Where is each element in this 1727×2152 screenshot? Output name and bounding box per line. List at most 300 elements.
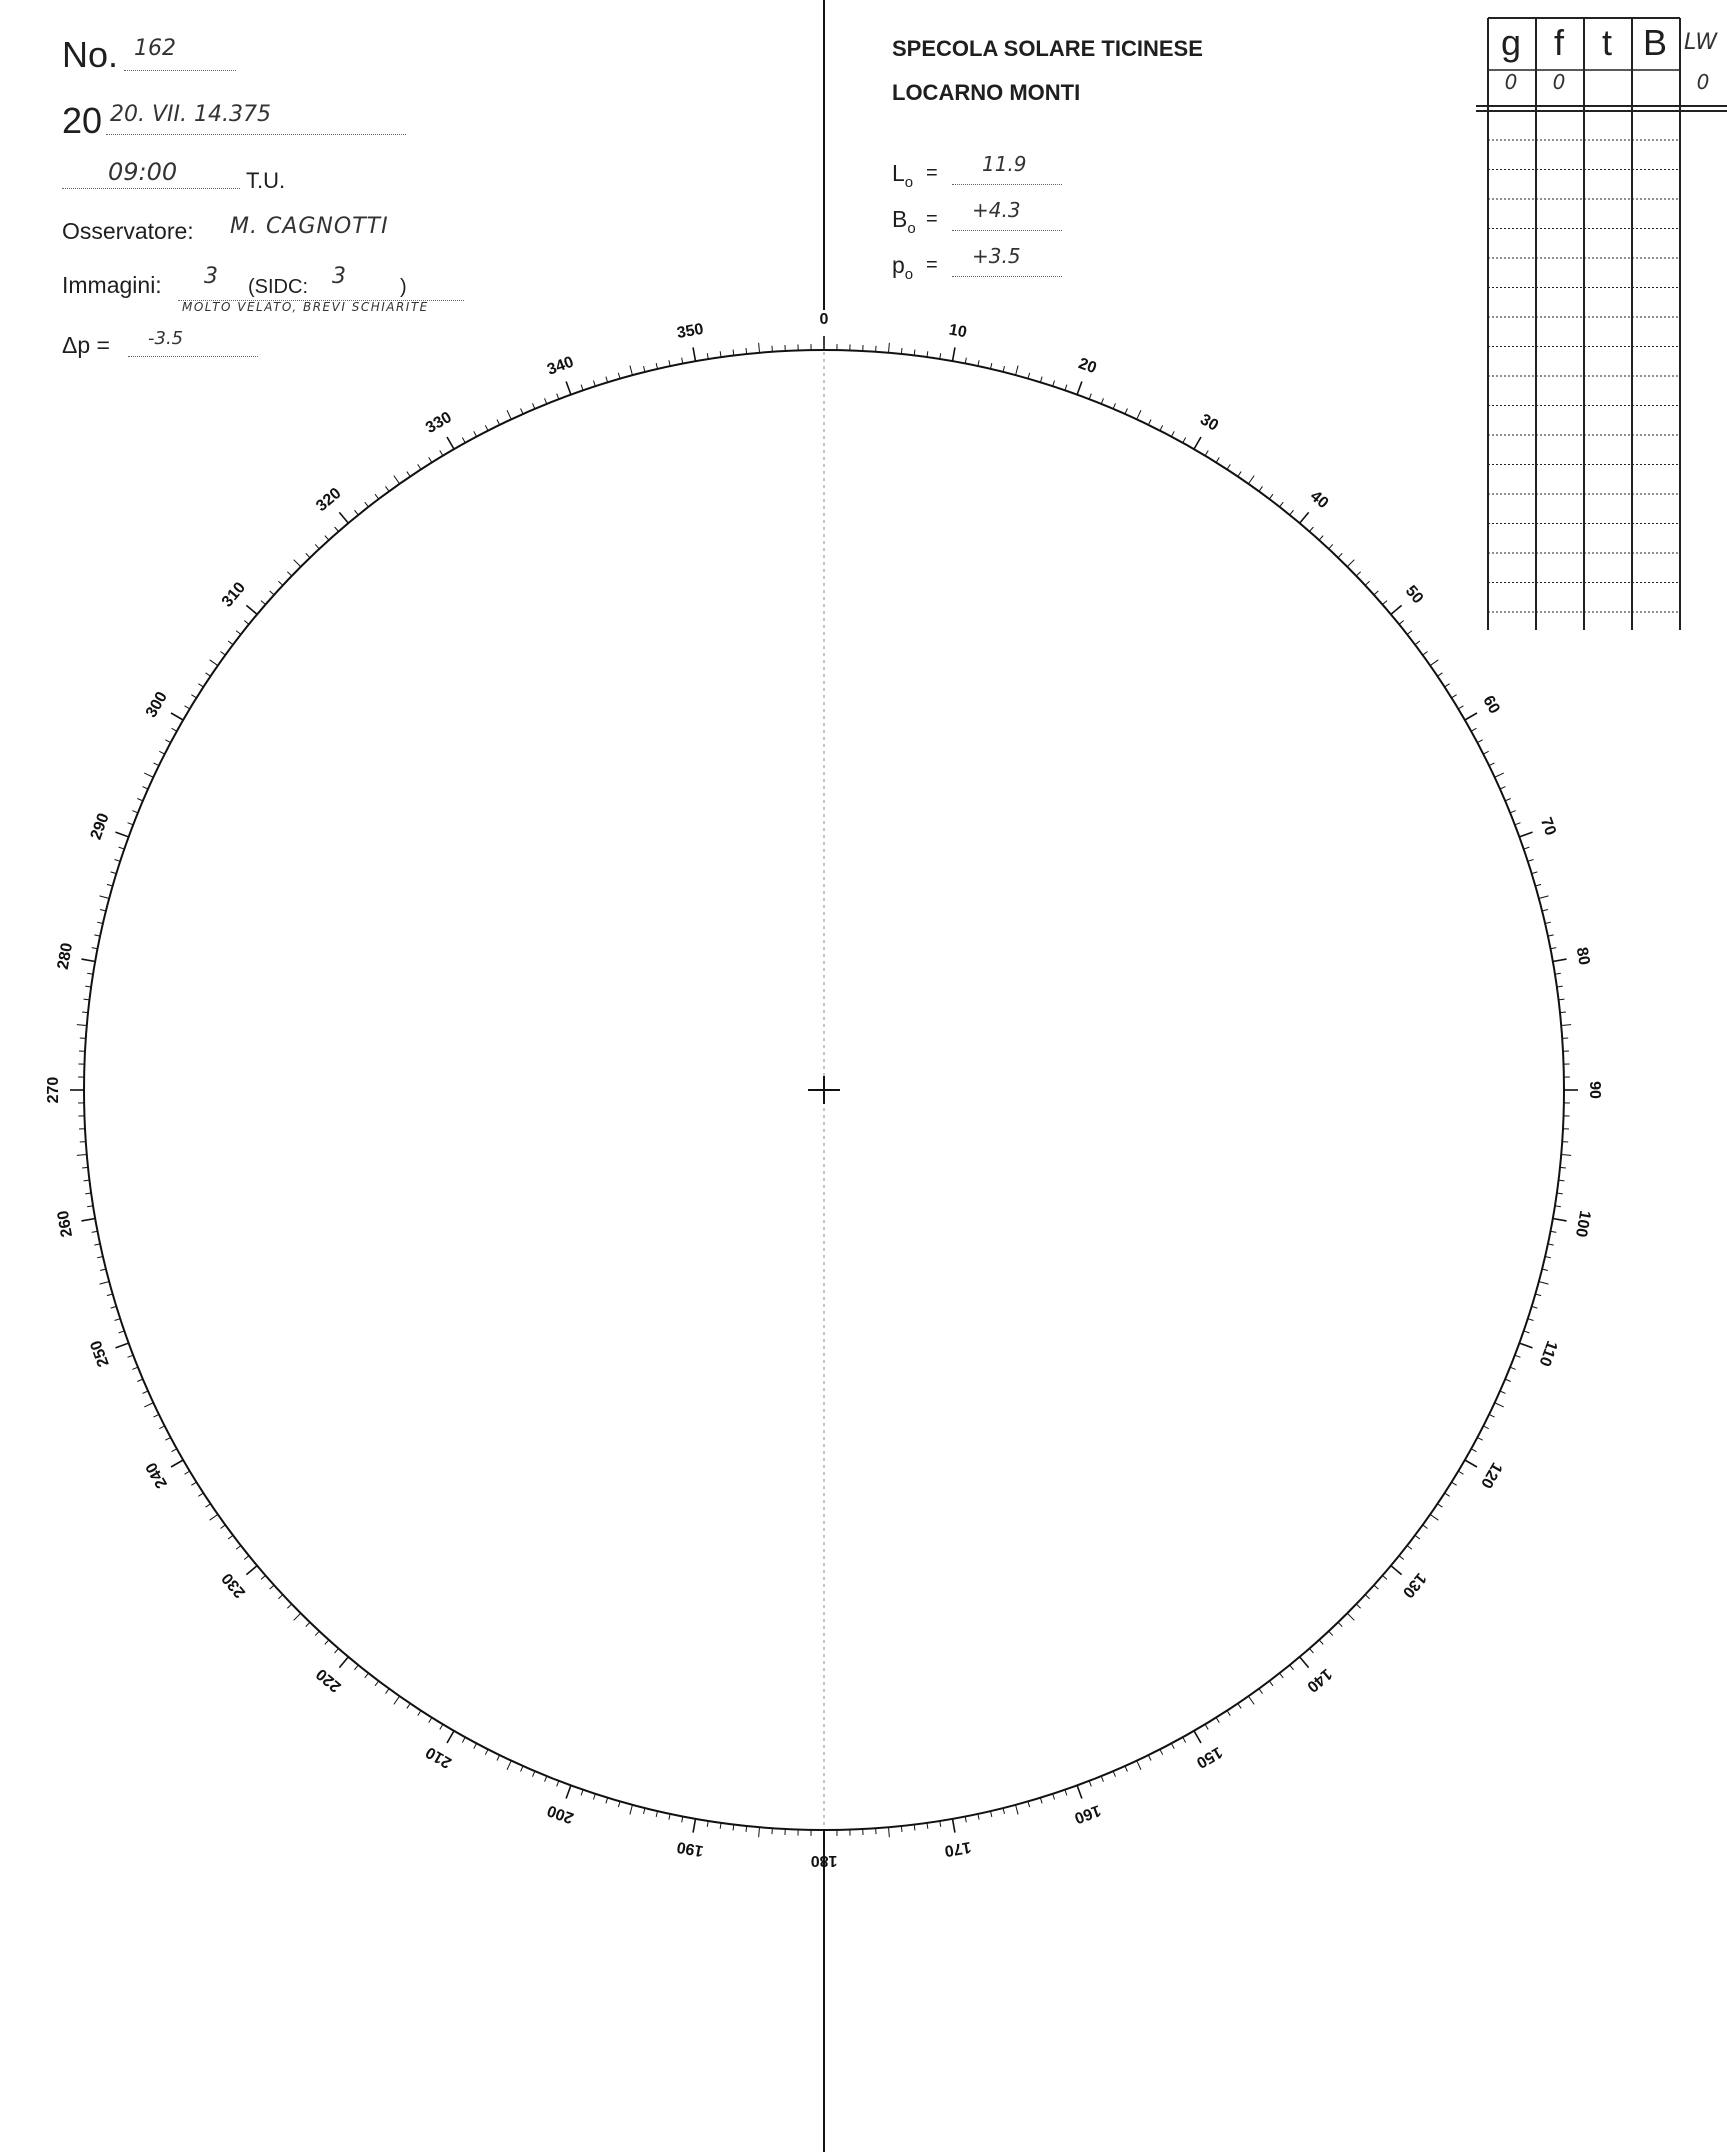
- dial-tick: [418, 464, 421, 469]
- dial-tick: [545, 1776, 547, 1782]
- dial-tick: [394, 1696, 400, 1704]
- dial-tick: [287, 572, 291, 576]
- dial-tick: [335, 1648, 339, 1653]
- dial-label: 310: [218, 579, 250, 611]
- dial-tick: [1528, 859, 1534, 861]
- dial-tick: [228, 641, 233, 645]
- dial-tick: [339, 1657, 348, 1668]
- dial-tick: [1430, 660, 1438, 666]
- dial-tick: [1259, 486, 1263, 491]
- dial-tick: [115, 1319, 121, 1321]
- dial-tick: [940, 353, 941, 359]
- dial-tick: [1542, 910, 1548, 911]
- dial-tick: [707, 1821, 708, 1827]
- dial-tick: [1003, 1808, 1004, 1814]
- dial-tick: [137, 1379, 143, 1381]
- dial-tick: [111, 1306, 117, 1308]
- dial-tick: [1183, 1737, 1186, 1742]
- dial-tick: [1535, 884, 1541, 886]
- dial-tick: [1382, 601, 1387, 605]
- delta-p-label: Δp =: [62, 332, 110, 358]
- dial-tick: [1550, 1231, 1556, 1232]
- report-number-value: 162: [134, 36, 176, 61]
- dial-tick: [1437, 673, 1442, 676]
- dial-tick: [407, 1703, 410, 1708]
- dial-tick: [1561, 1155, 1571, 1156]
- dial-tick: [97, 1256, 103, 1257]
- dial-tick: [111, 872, 117, 874]
- dial-tick: [1309, 1648, 1313, 1653]
- dial-tick: [294, 1613, 301, 1620]
- dial-tick: [418, 1711, 421, 1716]
- dial-tick: [1003, 366, 1004, 372]
- dial-tick: [92, 948, 98, 949]
- dial-tick: [1519, 1343, 1532, 1348]
- dial-tick: [1545, 922, 1551, 923]
- dial-tick: [132, 811, 138, 813]
- dial-tick: [246, 605, 257, 614]
- dial-tick: [1137, 1761, 1141, 1770]
- col-header-b: B: [1642, 22, 1667, 63]
- dial-tick: [440, 1724, 443, 1729]
- dial-label: 10: [947, 321, 968, 342]
- dial-tick: [1391, 605, 1402, 614]
- dial-tick: [77, 1155, 87, 1156]
- dial-tick: [521, 409, 523, 414]
- dial-tick: [693, 1819, 695, 1833]
- dial-tick: [1539, 896, 1549, 899]
- dial-label: 270: [45, 1076, 63, 1104]
- dial-tick: [1471, 1449, 1476, 1452]
- dial-tick: [210, 660, 218, 666]
- dial-tick: [144, 773, 153, 777]
- dial-tick: [306, 553, 310, 557]
- dial-tick: [244, 1556, 249, 1560]
- dial-tick: [1374, 1585, 1378, 1589]
- dial-tick: [287, 1604, 291, 1608]
- dial-tick: [507, 410, 511, 419]
- dial-tick: [165, 1437, 170, 1440]
- dial-tick: [294, 560, 301, 567]
- bo-label: B: [892, 206, 908, 232]
- dial-label: 110: [1535, 1338, 1561, 1369]
- dial-tick: [1553, 959, 1567, 961]
- dial-tick: [77, 1025, 87, 1026]
- dial-tick: [315, 544, 319, 548]
- dial-tick: [1248, 1696, 1254, 1704]
- dial-tick: [261, 601, 266, 605]
- dial-tick: [115, 1343, 128, 1348]
- dial-tick: [92, 1231, 98, 1232]
- dial-tick: [1148, 420, 1151, 425]
- dial-tick: [1489, 1414, 1494, 1417]
- dial-tick: [1329, 1631, 1333, 1635]
- dial-tick: [630, 1805, 633, 1815]
- lo-subscript: o: [904, 174, 914, 191]
- dial-tick: [440, 451, 443, 456]
- sidc-label: (SIDC:: [248, 276, 308, 298]
- dial-tick: [606, 1798, 608, 1804]
- dial-tick: [365, 1673, 369, 1678]
- dial-tick: [1489, 763, 1494, 766]
- dial-tick: [1028, 373, 1030, 379]
- observatory-location: LOCARNO MONTI: [892, 80, 1081, 105]
- dial-tick: [144, 1403, 153, 1407]
- dial-tick: [1238, 472, 1241, 477]
- dial-tick: [115, 859, 121, 861]
- dial-tick: [228, 1535, 233, 1539]
- dial-tick: [1319, 536, 1323, 540]
- dial-tick: [220, 1525, 225, 1529]
- dial-tick: [191, 695, 196, 698]
- dial-tick: [143, 1391, 148, 1393]
- dial-label: 300: [142, 689, 171, 721]
- dial-tick: [566, 1785, 571, 1798]
- dial-tick: [1259, 1689, 1263, 1694]
- dial-tick: [1495, 1403, 1504, 1407]
- dial-tick: [1465, 1460, 1477, 1467]
- dial-tick: [1101, 398, 1103, 404]
- lo-value: 11.9: [982, 152, 1027, 176]
- observatory-name: SPECOLA SOLARE TICINESE: [892, 36, 1203, 61]
- dial-tick: [1290, 510, 1294, 515]
- dial-label: 20: [1076, 355, 1099, 378]
- dial-tick: [759, 1827, 760, 1837]
- dial-tick: [1216, 1718, 1219, 1723]
- dial-tick: [497, 1755, 500, 1760]
- dial-tick: [87, 1206, 93, 1207]
- dial-tick: [1040, 377, 1042, 383]
- dial-tick: [990, 1811, 991, 1817]
- dial-label: 40: [1306, 487, 1332, 513]
- dial-tick: [394, 476, 400, 484]
- dial-tick: [1415, 641, 1420, 645]
- dial-tick: [315, 1631, 319, 1635]
- dial-tick: [1160, 425, 1163, 430]
- bo-value: +4.3: [972, 198, 1021, 222]
- dial-tick: [1113, 403, 1115, 409]
- dial-tick: [533, 403, 535, 409]
- dial-tick: [693, 347, 695, 361]
- dial-label: 130: [1398, 1569, 1430, 1601]
- dial-tick: [1347, 560, 1354, 567]
- lo-equals: =: [926, 162, 938, 184]
- dial-tick: [165, 740, 170, 743]
- count-table-grid: [1476, 18, 1727, 630]
- dial-tick: [365, 502, 369, 507]
- dial-tick: [1510, 1367, 1516, 1369]
- dial-tick: [474, 1743, 477, 1748]
- po-subscript: o: [904, 266, 914, 283]
- dial-tick: [669, 360, 670, 366]
- dial-tick: [1477, 1437, 1482, 1440]
- dial-tick: [978, 1814, 979, 1820]
- dial-label: 250: [87, 1337, 113, 1369]
- conditions-note: MOLTO VELATO, BREVI SCHIARITE: [182, 300, 429, 314]
- dial-tick: [115, 832, 128, 837]
- dial-label: 80: [1572, 946, 1593, 967]
- date-value: 20. VII. 14.375: [110, 102, 271, 127]
- dial-tick: [1053, 381, 1055, 387]
- bo-equals: =: [926, 208, 938, 230]
- dial-label: 230: [218, 1569, 250, 1601]
- dial-tick: [1483, 751, 1488, 754]
- dial-tick: [1423, 652, 1428, 656]
- dial-label: 180: [810, 1851, 838, 1869]
- dial-tick: [1553, 1219, 1567, 1221]
- dial-tick: [901, 348, 902, 354]
- dial-tick: [474, 431, 477, 436]
- dial-tick: [462, 1737, 465, 1742]
- dial-tick: [1510, 811, 1516, 813]
- dial-tick: [1356, 1604, 1360, 1608]
- dial-label: 90: [1585, 1081, 1603, 1099]
- dial-label: 50: [1401, 582, 1427, 608]
- dial-tick: [107, 884, 113, 886]
- dial-tick: [746, 348, 747, 354]
- dial-tick: [1524, 1331, 1530, 1333]
- col-header-g: g: [1500, 22, 1522, 63]
- dial-tick: [581, 1790, 583, 1796]
- dial-tick: [94, 935, 100, 936]
- dial-tick: [1399, 1556, 1404, 1560]
- dial-tick: [1319, 1640, 1323, 1644]
- dial-tick: [1309, 527, 1313, 532]
- dial-tick: [1407, 1546, 1412, 1550]
- dial-tick: [407, 472, 410, 477]
- dial-tick: [206, 673, 211, 676]
- dial-tick: [339, 512, 348, 523]
- dial-tick: [630, 366, 633, 376]
- dial-tick: [965, 1816, 966, 1822]
- cell-f-row1[interactable]: 0: [1552, 70, 1566, 94]
- dial-tick: [171, 713, 183, 720]
- dial-tick: [759, 343, 760, 353]
- dial-tick: [581, 385, 583, 391]
- dial-tick: [1183, 438, 1186, 443]
- dial-tick: [1550, 948, 1556, 949]
- dial-tick: [462, 438, 465, 443]
- dial-tick: [521, 1766, 523, 1771]
- dial-tick: [485, 1749, 488, 1754]
- dial-label: 150: [1193, 1743, 1225, 1772]
- dial-tick: [1356, 572, 1360, 576]
- dial-tick: [990, 363, 991, 369]
- po-label: p: [892, 252, 905, 278]
- dial-tick: [1065, 385, 1067, 391]
- dial-tick: [1542, 1269, 1548, 1270]
- dial-label: 330: [423, 408, 455, 437]
- dial-tick: [1532, 872, 1538, 874]
- dial-label: 60: [1479, 692, 1503, 717]
- dial-label: 190: [675, 1837, 705, 1860]
- dial-tick: [159, 1426, 164, 1429]
- dial-tick: [1500, 787, 1505, 789]
- dial-tick: [1452, 695, 1457, 698]
- dial-tick: [1171, 431, 1174, 436]
- dial-tick: [1300, 1657, 1309, 1668]
- dial-tick: [965, 358, 966, 364]
- dial-tick: [100, 1282, 110, 1285]
- dial-tick: [1495, 773, 1504, 777]
- dial-tick: [1347, 1613, 1354, 1620]
- dial-tick: [429, 1718, 432, 1723]
- dial-tick: [1160, 1749, 1163, 1754]
- dial-tick: [1077, 381, 1082, 394]
- dial-tick: [940, 1821, 941, 1827]
- dial-tick: [1238, 1703, 1241, 1708]
- delta-p-value: -3.5: [148, 328, 184, 349]
- dial-tick: [270, 1585, 274, 1589]
- dial-label: 280: [54, 941, 77, 971]
- dial-tick: [1415, 1535, 1420, 1539]
- dial-tick: [1028, 1801, 1030, 1807]
- dial-tick: [386, 1689, 390, 1694]
- dial-tick: [171, 1460, 183, 1467]
- dial-tick: [128, 1355, 134, 1357]
- dial-tick: [497, 420, 500, 425]
- dial-label: 290: [87, 811, 113, 843]
- dial-tick: [1329, 544, 1333, 548]
- dial-tick: [107, 1294, 113, 1296]
- dial-tick: [1113, 1771, 1115, 1777]
- dial-tick: [220, 652, 225, 656]
- dial-tick: [270, 591, 274, 595]
- dial-tick: [1065, 1790, 1067, 1796]
- cell-lw-row1[interactable]: 0: [1696, 70, 1710, 94]
- sidc-close: ): [400, 276, 407, 298]
- dial-tick: [1148, 1755, 1151, 1760]
- year-prefix: 20: [62, 100, 103, 141]
- dial-tick: [81, 959, 95, 961]
- dial-tick: [143, 787, 148, 789]
- dial-tick: [206, 1504, 211, 1507]
- dial-tick: [507, 1761, 511, 1770]
- dial-tick: [1515, 823, 1521, 825]
- dial-tick: [545, 398, 547, 404]
- dial-tick: [656, 1811, 657, 1817]
- dial-tick: [355, 1665, 359, 1670]
- dial-tick: [447, 1731, 454, 1743]
- dial-tick: [1137, 410, 1141, 419]
- dial-tick: [172, 728, 177, 731]
- dial-tick: [375, 494, 379, 499]
- dial-tick: [682, 358, 683, 364]
- dial-tick: [889, 1827, 890, 1837]
- dial-label: 260: [54, 1209, 77, 1239]
- dial-label: 140: [1303, 1664, 1335, 1696]
- dial-tick: [1016, 366, 1019, 376]
- dial-tick: [1477, 740, 1482, 743]
- bo-subscript: o: [907, 220, 916, 237]
- dial-tick: [1545, 1256, 1551, 1257]
- dial-tick: [1365, 581, 1369, 585]
- dial-tick: [82, 1012, 88, 1013]
- dial-tick: [1407, 631, 1412, 635]
- dial-tick: [198, 1493, 203, 1496]
- dial-tick: [1391, 1566, 1402, 1575]
- dial-tick: [429, 457, 432, 462]
- dial-label: 0: [819, 311, 829, 329]
- time-unit-label: T.U.: [246, 168, 286, 193]
- dial-tick: [593, 381, 595, 387]
- observer-label: Osservatore:: [62, 218, 194, 244]
- dial-label: 210: [423, 1743, 455, 1772]
- dial-tick: [1437, 1504, 1442, 1507]
- dial-tick: [1269, 494, 1273, 499]
- dial-tick: [1227, 464, 1230, 469]
- dial-tick: [485, 425, 488, 430]
- dial-tick: [1205, 1724, 1208, 1729]
- dial-tick: [335, 527, 339, 532]
- dial-tick: [1555, 1206, 1561, 1207]
- dial-tick: [1465, 713, 1477, 720]
- dial-tick: [669, 1814, 670, 1820]
- dial-tick: [375, 1681, 379, 1686]
- dial-tick: [119, 847, 125, 849]
- dial-tick: [901, 1826, 902, 1832]
- dial-tick: [87, 973, 93, 974]
- observer-value: M. CAGNOTTI: [230, 214, 389, 239]
- dial-tick: [386, 486, 390, 491]
- dial-tick: [1560, 1012, 1566, 1013]
- dial-tick: [97, 922, 103, 923]
- dial-tick: [1458, 706, 1463, 709]
- dial-tick: [1280, 502, 1284, 507]
- dial-tick: [1269, 1681, 1273, 1686]
- cell-g-row1[interactable]: 0: [1504, 70, 1518, 94]
- dial-tick: [1194, 437, 1201, 449]
- dial-tick: [128, 823, 134, 825]
- dial-tick: [1471, 728, 1476, 731]
- dial-tick: [236, 631, 241, 635]
- dial-tick: [236, 1546, 241, 1550]
- dial-tick: [618, 373, 620, 379]
- dial-tick: [1248, 476, 1254, 484]
- dial-tick: [1561, 1025, 1571, 1026]
- dial-tick: [82, 1167, 88, 1168]
- po-equals: =: [926, 254, 938, 276]
- dial-tick: [1125, 1766, 1127, 1771]
- dial-label: 200: [545, 1801, 577, 1827]
- dial-tick: [1382, 1575, 1387, 1579]
- dial-tick: [1458, 1471, 1463, 1474]
- dial-tick: [1040, 1798, 1042, 1804]
- lo-label: L: [892, 160, 905, 186]
- dial-tick: [1374, 591, 1378, 595]
- dial-tick: [1555, 973, 1561, 974]
- dial-tick: [1445, 684, 1450, 687]
- dial-tick: [210, 1514, 218, 1520]
- dial-tick: [1430, 1514, 1438, 1520]
- dial-tick: [191, 1482, 196, 1485]
- dial-tick: [1452, 1482, 1457, 1485]
- dial-tick: [1089, 394, 1091, 400]
- dial-tick: [557, 1781, 559, 1787]
- dial-tick: [1338, 1622, 1342, 1626]
- dial-tick: [306, 1622, 310, 1626]
- dial-tick: [1524, 847, 1530, 849]
- dial-tick: [1515, 1355, 1521, 1357]
- dial-label: 30: [1197, 411, 1222, 435]
- sidc-value: 3: [332, 264, 346, 289]
- dial-tick: [244, 621, 249, 625]
- dial-label: 240: [142, 1459, 171, 1491]
- dial-tick: [447, 437, 454, 449]
- dial-tick: [978, 360, 979, 366]
- dial-tick: [1077, 1785, 1082, 1798]
- dial-tick: [1519, 832, 1532, 837]
